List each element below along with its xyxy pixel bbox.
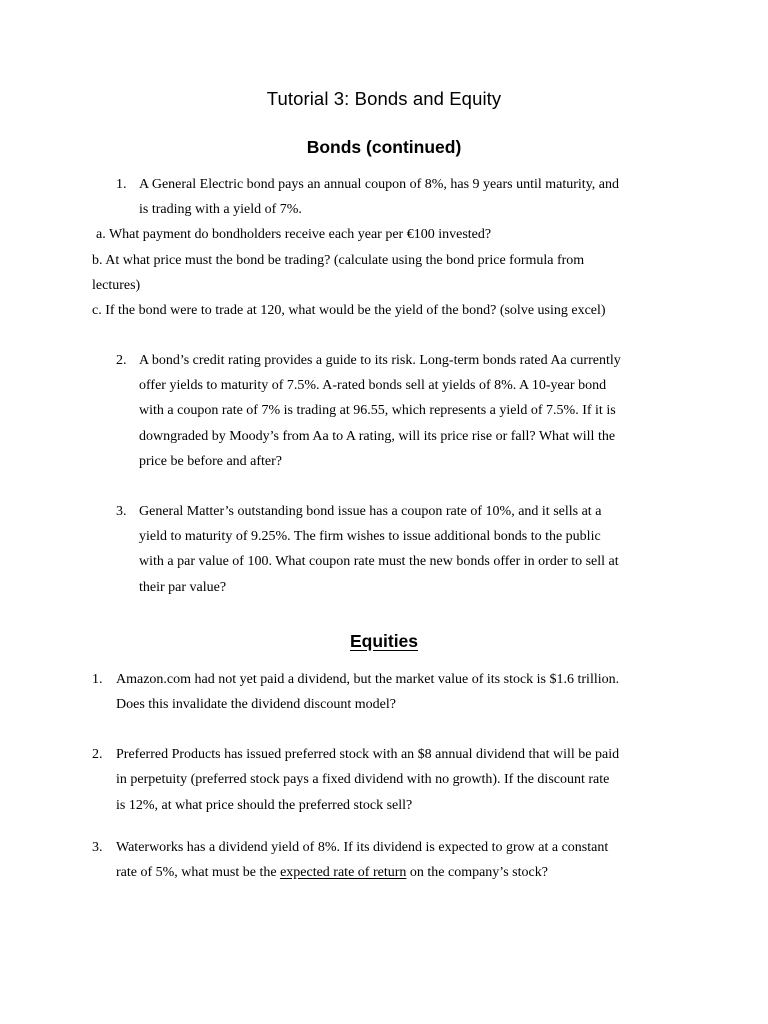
document-title: Tutorial 3: Bonds and Equity <box>266 88 502 109</box>
question-text-line: downgraded by Moody’s from Aa to A rating, will its price rise or fall? What will the <box>139 429 616 444</box>
question-text-line: their par value? <box>139 580 227 595</box>
equities-heading <box>0 629 768 653</box>
question-text-line: with a coupon rate of 7% is trading at 96.55, which represents a yield of 7.5%. If it is <box>139 403 616 418</box>
question-text-line: price be before and after? <box>139 454 283 469</box>
question-text-line: with a par value of 100. What coupon rate must the new bonds offer in order to sell at <box>139 554 619 569</box>
text-run: on the company’s stock? <box>406 865 548 880</box>
question-text-line: in perpetuity (preferred stock pays a fixed dividend with no growth). If the discount rate <box>116 772 610 787</box>
question-number: 3. <box>116 504 127 519</box>
question-text-line: is 12%, at what price should the preferred stock sell? <box>116 798 413 813</box>
question-number: 3. <box>92 840 103 855</box>
question-number: 2. <box>116 353 127 368</box>
text-run: rate of 5%, what must be the <box>116 865 281 880</box>
question-text-line: Waterworks has a dividend yield of 8%. If its dividend is expected to grow at a constant <box>116 840 609 855</box>
sub-question-b: b. At what price must the bond be trading? (calculate using the bond price formula from <box>92 253 585 268</box>
question-text-line: Does this invalidate the dividend discount model? <box>116 697 396 712</box>
question-number: 1. <box>92 672 103 687</box>
question-number: 2. <box>92 747 103 762</box>
equities-heading-text: Equities <box>349 631 419 651</box>
sub-question-c: c. If the bond were to trade at 120, what would be the yield of the bond? (solve using excel) <box>92 303 606 318</box>
question-text-line: is trading with a yield of 7%. <box>139 202 302 217</box>
question-text-line: offer yields to maturity of 7.5%. A-rated bonds sell at yields of 8%. A 10-year bond <box>139 378 607 393</box>
sub-question-a: a. What payment do bondholders receive each year per €100 invested? <box>96 227 492 242</box>
question-text-line: General Matter’s outstanding bond issue has a coupon rate of 10%, and it sells at a <box>139 504 602 519</box>
question-text-line: A bond’s credit rating provides a guide to its risk. Long-term bonds rated Aa currently <box>139 353 621 368</box>
question-text-line: Amazon.com had not yet paid a dividend, but the market value of its stock is $1.6 trillion. <box>116 672 620 687</box>
sub-question-b-continued: lectures) <box>92 278 141 293</box>
question-text-line: yield to maturity of 9.25%. The firm wishes to issue additional bonds to the public <box>139 529 601 544</box>
question-text-line: Preferred Products has issued preferred stock with an $8 annual dividend that will be paid <box>116 747 620 762</box>
underlined-term: expected rate of return <box>280 865 407 880</box>
question-text-line: A General Electric bond pays an annual coupon of 8%, has 9 years until maturity, and <box>139 177 620 192</box>
question-number: 1. <box>116 177 127 192</box>
bonds-heading: Bonds (continued) <box>306 137 462 157</box>
question-text-line <box>116 863 548 883</box>
